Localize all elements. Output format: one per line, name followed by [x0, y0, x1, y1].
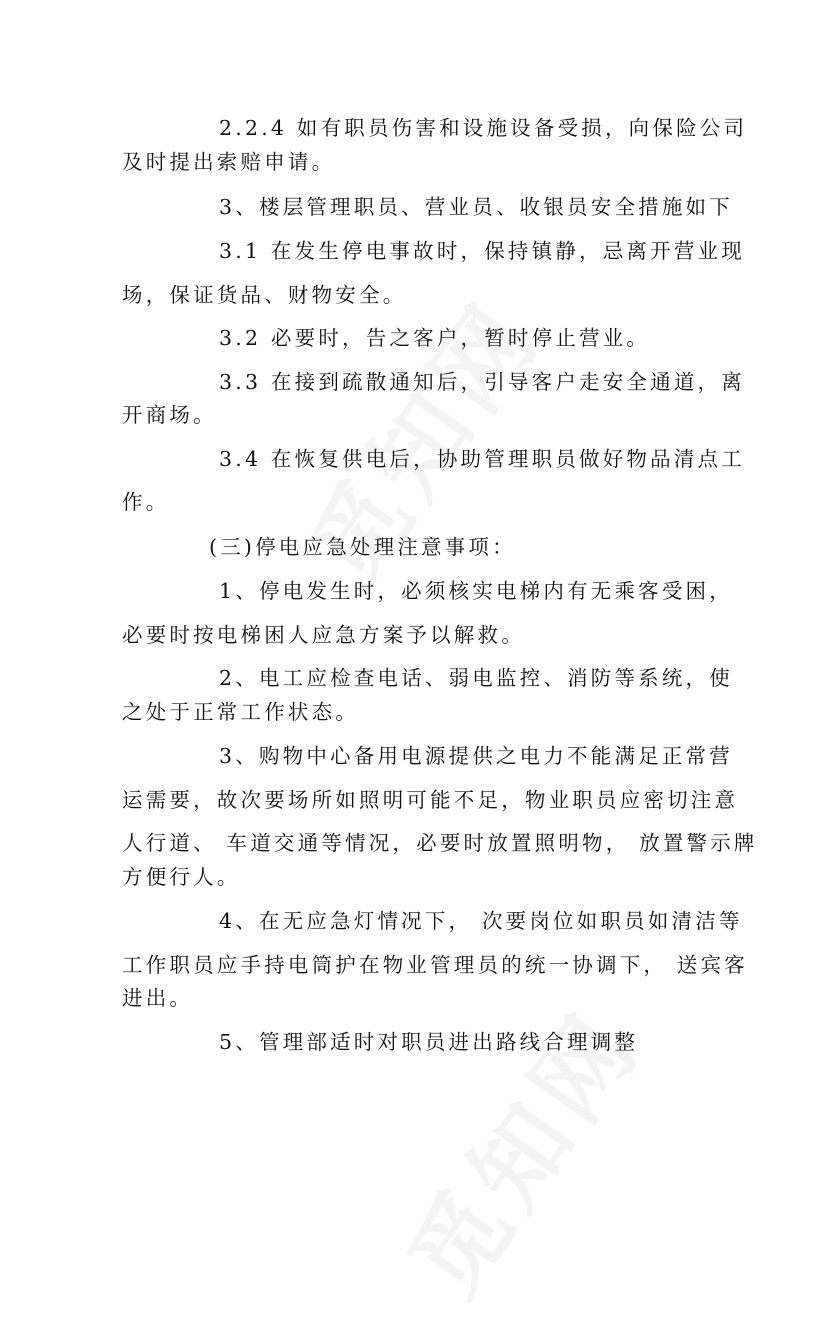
text-line: 及时提出索赔申请。	[122, 150, 336, 174]
text-line: 进出。	[122, 986, 194, 1010]
text-line: 5、管理部适时对职员进出路线合理调整	[219, 1030, 639, 1054]
text-line: 作。	[122, 490, 170, 514]
text-line: 运需要，故次要场所如照明可能不足，物业职员应密切注意	[122, 788, 739, 812]
section-heading: 3、楼层管理职员、营业员、收银员安全措施如下	[219, 195, 733, 219]
text-line: 3.1 在发生停电事故时，保持镇静，忌离开营业现	[219, 239, 745, 263]
text-line: 开商场。	[122, 403, 217, 427]
text-line: 1、停电发生时，必须核实电梯内有无乘客受困，	[219, 579, 733, 603]
text-line: 3.3 在接到疏散通知后，引导客户走安全通道，离	[219, 370, 745, 394]
text-line: 3、购物中心备用电源提供之电力不能满足正常营	[219, 744, 733, 768]
text-line: 2、电工应检查电话、弱电监控、消防等系统，使	[219, 666, 733, 690]
text-line: 之处于正常工作状态。	[122, 700, 359, 724]
text-line: 2.2.4 如有职员伤害和设施设备受损，向保险公司	[219, 116, 748, 140]
text-line: 3.2 必要时，告之客户，暂时停止营业。	[219, 326, 651, 350]
section-heading: (三)停电应急处理注意事项：	[209, 535, 516, 559]
text-line: 方便行人。	[122, 865, 241, 889]
text-line: 工作职员应手持电筒护在物业管理员的统一协调下， 送宾客	[122, 953, 748, 977]
text-line: 人行道、 车道交通等情况，必要时放置照明物， 放置警示牌	[122, 831, 758, 855]
text-line: 3.4 在恢复供电后，协助管理职员做好物品清点工	[219, 447, 745, 471]
text-line: 必要时按电梯困人应急方案予以解救。	[122, 623, 525, 647]
text-line: 4、在无应急灯情况下， 次要岗位如职员如清洁等	[219, 909, 743, 933]
text-line: 场，保证货品、财物安全。	[122, 283, 407, 307]
